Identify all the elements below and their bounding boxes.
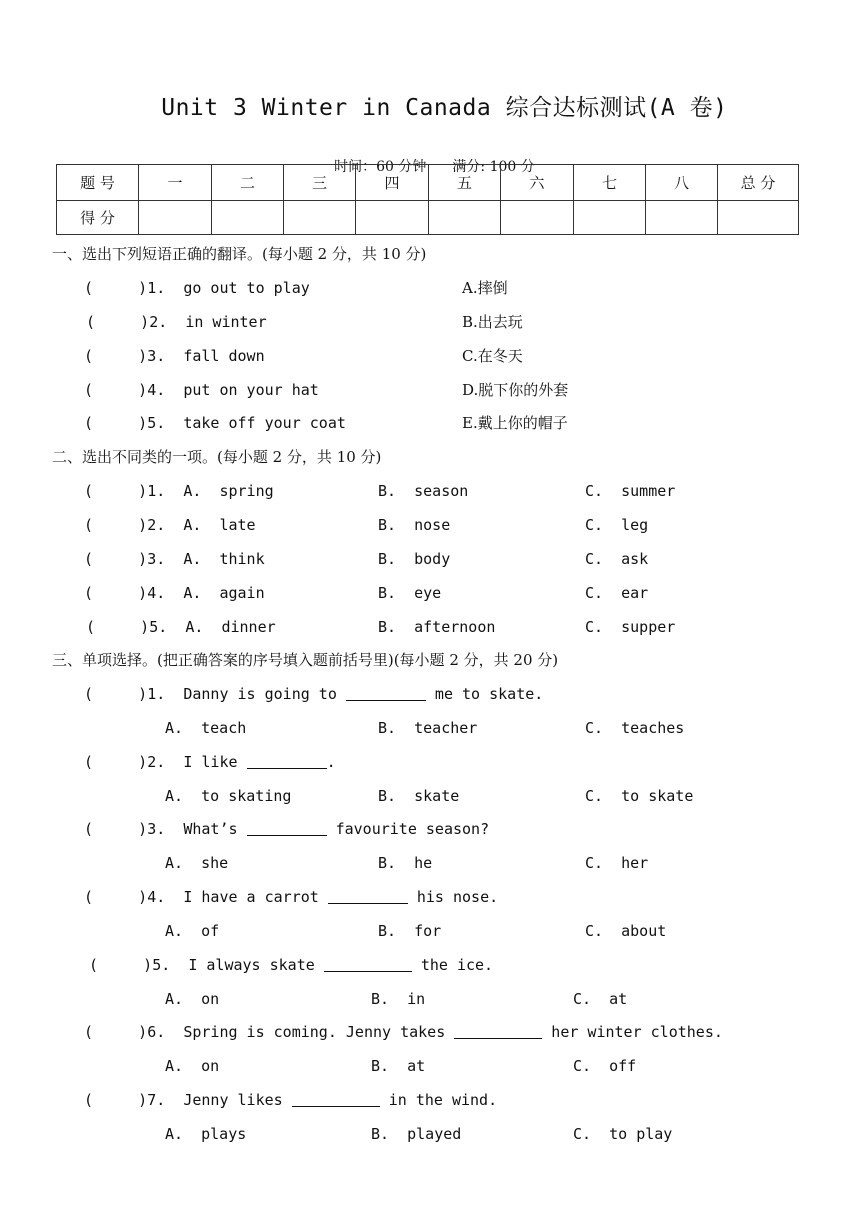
question-item: ( )2. A. late <box>84 516 256 534</box>
question-item <box>84 752 336 772</box>
question-item: ( )3. A. think <box>84 550 265 568</box>
option-b: B. afternoon <box>378 618 496 636</box>
option-b: B. skate <box>378 787 460 805</box>
option-b: B. season <box>378 482 469 500</box>
page-title <box>0 60 860 124</box>
question-item <box>89 955 493 975</box>
option-c: C. at <box>573 990 628 1008</box>
option-c: C. supper <box>585 618 676 636</box>
question-text: the ice. <box>411 956 494 974</box>
answer-option: E.戴上你的帽子 <box>462 414 568 432</box>
question-text: ( )1. Danny is going to <box>84 685 346 703</box>
option-c: C. about <box>585 922 667 940</box>
question-text: ( )2. I like <box>84 753 247 771</box>
score-input-cell[interactable] <box>284 201 356 235</box>
answer-blank[interactable] <box>292 1092 380 1107</box>
option-c: C. to skate <box>585 787 694 805</box>
question-item <box>84 819 489 839</box>
page-title-text: Unit 3 Winter in Canada 综合达标测试(A 卷) <box>161 95 728 121</box>
option-b: B. in <box>371 990 426 1008</box>
question-item: ( )5. A. dinner <box>86 618 276 636</box>
option-a: A. she <box>165 854 229 872</box>
score-input-cell[interactable] <box>574 201 646 235</box>
option-a: A. of <box>165 922 220 940</box>
score-table-cell: 八 <box>646 165 718 201</box>
answer-blank[interactable] <box>454 1024 542 1039</box>
score-input-cell[interactable] <box>139 201 212 235</box>
score-input-cell[interactable] <box>429 201 501 235</box>
question-text: his nose. <box>407 888 499 906</box>
question-item: ( )1. go out to play <box>84 279 310 297</box>
option-c: C. teaches <box>585 719 685 737</box>
option-b: B. for <box>378 922 442 940</box>
option-c: C. ear <box>585 584 649 602</box>
question-item <box>84 684 543 704</box>
option-b: B. teacher <box>378 719 478 737</box>
answer-option: B.出去玩 <box>462 313 523 331</box>
question-text: me to skate. <box>425 685 544 703</box>
answer-blank[interactable] <box>247 754 327 769</box>
exam-time: 时间：60 分钟 <box>334 159 427 175</box>
option-c: C. ask <box>585 550 649 568</box>
section-3-heading: 三、单项选择。(把正确答案的序号填入题前括号里)(每小题 2 分，共 20 分) <box>52 651 559 669</box>
option-a: A. on <box>165 990 220 1008</box>
question-text: ( )6. Spring is coming. Jenny takes <box>84 1023 455 1041</box>
score-input-cell[interactable] <box>718 201 799 235</box>
option-c: C. leg <box>585 516 649 534</box>
option-b: B. played <box>371 1125 462 1143</box>
answer-blank[interactable] <box>247 821 327 836</box>
option-b: B. body <box>378 550 451 568</box>
score-table-cell: 六 <box>501 165 574 201</box>
score-table-cell: 题 号 <box>57 165 139 201</box>
score-input-cell[interactable] <box>646 201 718 235</box>
score-table-header-row <box>57 165 799 201</box>
answer-blank[interactable] <box>324 957 412 972</box>
score-table-score-row <box>57 201 799 235</box>
option-c: C. her <box>585 854 649 872</box>
option-b: B. nose <box>378 516 451 534</box>
answer-blank[interactable] <box>328 889 408 904</box>
question-item: ( )4. put on your hat <box>84 381 319 399</box>
question-item: ( )5. take off your coat <box>84 414 346 432</box>
option-a: A. teach <box>165 719 247 737</box>
answer-option: D.脱下你的外套 <box>462 381 569 399</box>
option-c: C. summer <box>585 482 676 500</box>
option-a: A. on <box>165 1057 220 1075</box>
option-c: C. off <box>573 1057 637 1075</box>
score-table-cell: 二 <box>212 165 284 201</box>
question-item: ( )4. A. again <box>84 584 265 602</box>
score-table-cell: 总 分 <box>718 165 799 201</box>
question-text: ( )7. Jenny likes <box>84 1091 292 1109</box>
option-c: C. to play <box>573 1125 673 1143</box>
score-input-cell[interactable] <box>501 201 574 235</box>
score-table-cell: 一 <box>139 165 212 201</box>
question-text: in the wind. <box>379 1091 498 1109</box>
question-text: . <box>326 753 336 771</box>
question-text: her winter clothes. <box>542 1023 723 1041</box>
score-table <box>56 164 799 235</box>
score-table-cell: 得 分 <box>57 201 139 235</box>
answer-blank[interactable] <box>346 686 426 701</box>
score-table-cell: 五 <box>429 165 501 201</box>
question-text: ( )5. I always skate <box>89 956 324 974</box>
question-item <box>84 887 498 907</box>
question-item: ( )1. A. spring <box>84 482 274 500</box>
option-b: B. he <box>378 854 433 872</box>
score-input-cell[interactable] <box>356 201 429 235</box>
option-b: B. eye <box>378 584 442 602</box>
answer-option: A.摔倒 <box>462 279 508 297</box>
score-table-cell: 四 <box>356 165 429 201</box>
question-item <box>84 1022 723 1042</box>
question-text: favourite season? <box>326 820 490 838</box>
section-1-heading: 一、选出下列短语正确的翻译。(每小题 2 分，共 10 分) <box>52 245 427 263</box>
question-item <box>84 1090 497 1110</box>
section-2-heading: 二、选出不同类的一项。(每小题 2 分，共 10 分) <box>52 448 382 466</box>
score-table-cell: 七 <box>574 165 646 201</box>
answer-option: C.在冬天 <box>462 347 523 365</box>
question-item: ( )3. fall down <box>84 347 265 365</box>
question-item: ( )2. in winter <box>86 313 267 331</box>
score-input-cell[interactable] <box>212 201 284 235</box>
option-b: B. at <box>371 1057 426 1075</box>
score-table-cell: 三 <box>284 165 356 201</box>
exam-full-score: 满分: 100 分 <box>452 159 535 175</box>
question-text: ( )4. I have a carrot <box>84 888 328 906</box>
option-a: A. plays <box>165 1125 247 1143</box>
option-a: A. to skating <box>165 787 292 805</box>
question-text: ( )3. What’s <box>84 820 247 838</box>
